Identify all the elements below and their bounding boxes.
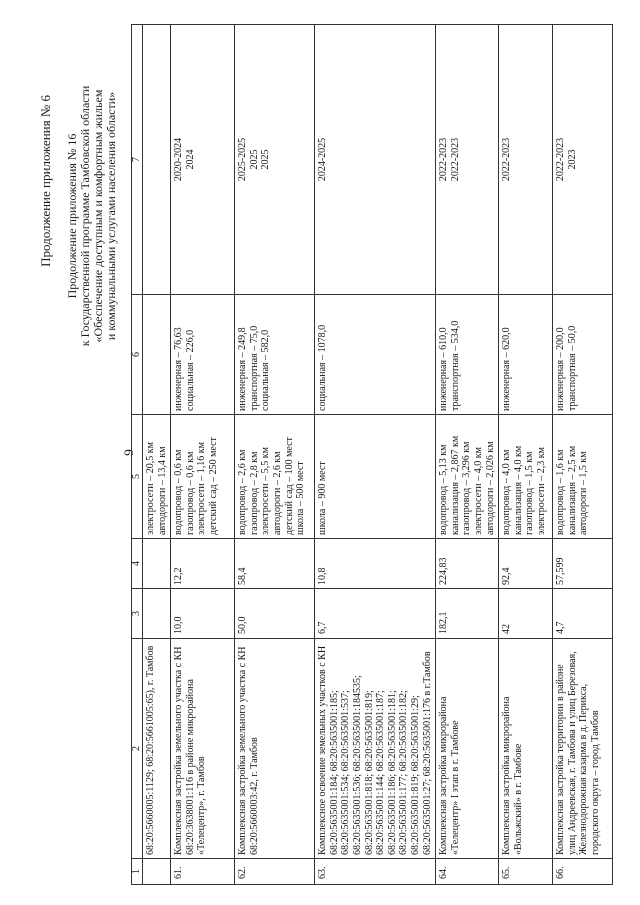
cost-cell-line: транспортная – 534,0 (449, 320, 461, 411)
infrastructure-cell-line: автодороги – 13,4 км (156, 446, 168, 535)
period-cell-line: 2025 (260, 149, 272, 170)
infrastructure-cell-line: электросети – 1,16 км (196, 442, 208, 535)
cost-cell-line: инженерная – 200,0 (555, 327, 567, 411)
row-number-cell (143, 859, 171, 885)
cost-cell (499, 295, 553, 415)
object-name-cell: Комплексная застройка земельного участка с КН 68:20:3638001:116 в районе микрорайона «Телецентр», г. Тамбов (171, 639, 235, 859)
infrastructure-cell-line: газопровод – 2,8 км (248, 451, 260, 535)
header-cell: 7 (132, 25, 143, 295)
capacity-cell (143, 539, 171, 589)
cost-cell-line: инженерная – 76,63 (173, 327, 185, 411)
infrastructure-cell-line: водопровод – 4,0 км (501, 449, 513, 535)
table-row (235, 25, 315, 885)
object-name-cell: Комплексная застройка территории в районе улиц Андреевская, г. Тамбова и улиц Березовая, Железнодорожная казарма в д. Перикса, городского округа – город Тамбов (553, 639, 613, 859)
cost-cell (315, 295, 436, 415)
row-number-cell: 64. (436, 859, 499, 885)
area-cell: 6,7 (315, 589, 436, 639)
cost-cell (235, 295, 315, 415)
infrastructure-cell-line: автодороги – 1,5 км (578, 451, 590, 535)
table-row (553, 25, 613, 885)
infrastructure-cell-line: водопровод – 5,13 км (438, 444, 450, 535)
row-number-cell: 63. (315, 859, 436, 885)
object-name-cell: Комплексная застройка земельного участка с КН 68:20:5660003:42, г. Тамбов (235, 639, 315, 859)
capacity-cell: 10,8 (315, 539, 436, 589)
cost-cell (436, 295, 499, 415)
projects-table (131, 24, 613, 885)
infrastructure-cell-line: электросети – 4,0 км (472, 447, 484, 535)
period-cell-line: 2022-2023 (449, 137, 461, 182)
period-cell (171, 25, 235, 295)
object-name-cell: Комплексное освоение земельных участков с КН 68:20:5635001:184; 68:20:5635001:185; 68:20:5635001:534; 68:20:5635001:537; 68:20:5635001:536; 68:20:5635001:184535; 68:20:5635001:818; 68:20:5635001:819; 68:20:5635001:144; 68:20:5635001:187; 68:20:5635001:186; 68:20:5635001:181; 68:20:5635001:177; 68:20:5635001:182; 68:20:5635001:819; 68:20:5635001:29; 68:20:5635001:27; 68:20:5635001:176 в г.Тамбов (315, 639, 436, 859)
period-cell-line: 2020-2024 (173, 137, 185, 182)
infrastructure-cell-line: канализация – 2,867 км (449, 435, 461, 535)
infrastructure-cell-line: газопровод – 0,6 км (184, 451, 196, 535)
infrastructure-cell (143, 415, 171, 539)
area-cell: 10,0 (171, 589, 235, 639)
appendix-line: «Обеспечение доступным и комфортным жильем (91, 89, 105, 343)
capacity-cell: 92,4 (499, 539, 553, 589)
cost-cell-line: инженерная – 249,8 (237, 327, 249, 411)
period-cell-line: 2022-2023 (438, 137, 450, 182)
appendix-title (66, 26, 118, 406)
infrastructure-cell-line: газопровод – 3,296 км (461, 441, 473, 535)
table-row (171, 25, 235, 885)
header-cell: 4 (132, 539, 143, 589)
appendix-line: Продолжение приложения № 16 (65, 133, 79, 299)
period-cell (553, 25, 613, 295)
table-row (315, 25, 436, 885)
capacity-cell: 57,599 (553, 539, 613, 589)
infrastructure-cell-line: канализация – 2,5 км (566, 445, 578, 535)
period-cell-line: 2022-2023 (501, 137, 513, 182)
table-row (436, 25, 499, 885)
object-name-cell: Комплексная застройка микрорайона «Телецентр» I этап в г. Тамбове (436, 639, 499, 859)
header-row (132, 25, 143, 885)
period-cell-line: 2025-2025 (237, 137, 249, 182)
infrastructure-cell (171, 415, 235, 539)
capacity-cell: 224,83 (436, 539, 499, 589)
header-cell: 1 (132, 859, 143, 885)
infrastructure-cell-line: школа – 900 мест (317, 461, 329, 535)
area-cell: 50,0 (235, 589, 315, 639)
header-cell: 6 (132, 295, 143, 415)
infrastructure-cell-line: водопровод – 2,6 км (237, 449, 249, 535)
capacity-cell: 58,4 (235, 539, 315, 589)
infrastructure-cell-line: электросети – 2,3 км (535, 447, 547, 535)
header-cell: 3 (132, 589, 143, 639)
area-cell: 42 (499, 589, 553, 639)
cost-cell (553, 295, 613, 415)
infrastructure-cell (499, 415, 553, 539)
header-cell: 2 (132, 639, 143, 859)
infrastructure-cell (436, 415, 499, 539)
infrastructure-cell-line: детский сад – 250 мест (207, 437, 219, 535)
row-number-cell: 61. (171, 859, 235, 885)
cost-cell (171, 295, 235, 415)
cost-cell-line: инженерная – 610,0 (438, 327, 450, 411)
infrastructure-cell-line: школа – 500 мест (295, 461, 307, 535)
cost-cell-line: социальная – 1078,0 (317, 324, 329, 411)
period-cell (235, 25, 315, 295)
cost-cell-line: социальная – 582,0 (260, 329, 272, 411)
page-number: 9 (121, 449, 136, 456)
area-cell: 182,1 (436, 589, 499, 639)
cost-cell-line: транспортная – 50,0 (566, 325, 578, 411)
period-cell-line: 2024 (184, 149, 196, 170)
cost-cell (143, 295, 171, 415)
period-cell (315, 25, 436, 295)
period-cell-line: 2022-2023 (555, 137, 567, 182)
infrastructure-cell (315, 415, 436, 539)
infrastructure-cell (553, 415, 613, 539)
infrastructure-cell-line: газопровод – 1,5 км (524, 451, 536, 535)
infrastructure-cell-line: водопровод – 1,6 км (555, 449, 567, 535)
table-row (499, 25, 553, 885)
infrastructure-cell-line: детский сад – 100 мест (283, 437, 295, 535)
row-number-cell: 66. (553, 859, 613, 885)
infrastructure-cell (235, 415, 315, 539)
area-cell: 4,7 (553, 589, 613, 639)
continuation-title: Продолжение приложения № 6 (38, 95, 53, 267)
cost-cell-line: транспортная – 75,0 (248, 325, 260, 411)
period-cell-line: 2025 (248, 149, 260, 170)
period-cell-line: 2023 (566, 149, 578, 170)
table-row (143, 25, 171, 885)
cost-cell-line: социальная – 226,0 (184, 329, 196, 411)
infrastructure-cell-line: автодороги – 2,026 км (484, 441, 496, 535)
period-cell (143, 25, 171, 295)
period-cell-line: 2024-2025 (317, 137, 329, 182)
period-cell (436, 25, 499, 295)
row-number-cell: 65. (499, 859, 553, 885)
infrastructure-cell-line: канализация – 4,0 км (512, 445, 524, 535)
infrastructure-cell-line: электросети – 5,5 км (260, 447, 272, 535)
infrastructure-cell-line: автодороги – 2,6 км (271, 451, 283, 535)
infrastructure-cell-line: электросети – 20,5 км (145, 442, 156, 535)
area-cell (143, 589, 171, 639)
cost-cell-line: инженерная – 620,0 (501, 327, 513, 411)
capacity-cell: 12,2 (171, 539, 235, 589)
appendix-line: к Государственной программе Тамбовской области (78, 85, 92, 347)
header-cell: 5 (132, 415, 143, 539)
object-name-cell: 68:20:5660005:1129; 68:20:5661005:65), г. Тамбов (143, 639, 171, 859)
appendix-line: и коммунальными услугами населения области» (104, 91, 118, 341)
period-cell (499, 25, 553, 295)
infrastructure-cell-line: водопровод – 0,6 км (173, 449, 185, 535)
row-number-cell: 62. (235, 859, 315, 885)
object-name-cell: Комплексная застройка микрорайона «Вольжский» в г. Тамбове (499, 639, 553, 859)
